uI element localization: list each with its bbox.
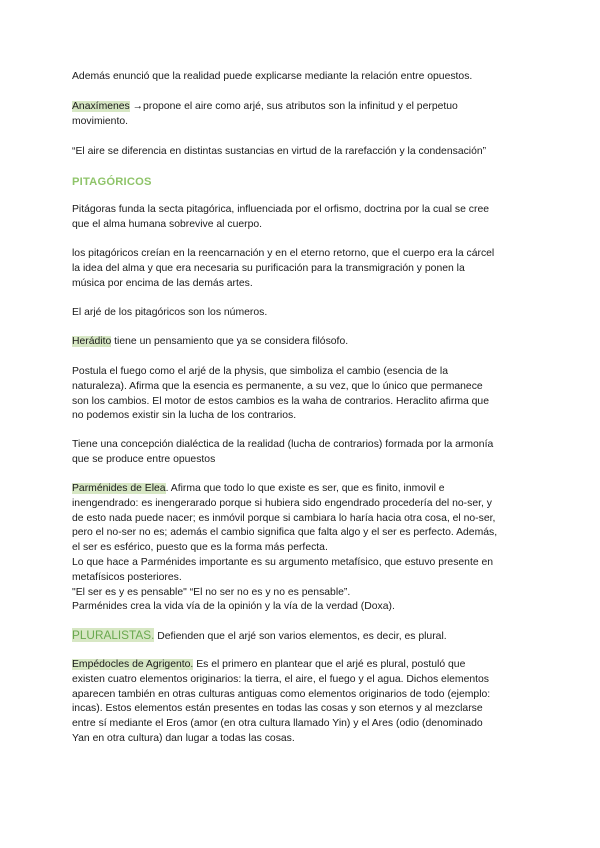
paragraph-line: Pitágoras funda la secta pitagórica, influenciada por el orfismo, doctrina por la cual se cree: [72, 204, 490, 215]
highlighted-name-parmenides: Parménides de Elea: [72, 483, 166, 494]
paragraph-line: música por encima de las demás artes.: [72, 277, 253, 289]
paragraph-line: metafísicos posteriores.: [72, 571, 182, 583]
paragraph-pitagoras: [72, 203, 532, 233]
highlighted-name-heraclito: Herádito: [72, 336, 112, 347]
paragraph-text: El arjé de los pitagóricos son los números.: [72, 307, 268, 318]
section-heading-pitagoricos: PITAGÓRICOS: [72, 176, 152, 188]
paragraph-line: la idea del alma y que era necesaria su purificación para la transmigración y ponen la: [72, 262, 465, 274]
paragraph-line: que se produce entre opuestos: [72, 453, 216, 465]
paragraph-line: son los cambios. El motor de estos cambios es la waha de contrarios. Heraclito afirma que: [72, 395, 489, 407]
quote-aire: [72, 145, 532, 160]
section-heading-pluralistas: PLURALISTAS.: [72, 628, 155, 642]
paragraph-text: Además enunció que la realidad puede explicarse mediante la relación entre opuestos.: [72, 71, 473, 82]
paragraph-line: los pitagóricos creían en la reencarnación y en el eterno retorno, que el cuerpo era la cárcel: [72, 248, 495, 259]
paragraph-line: Parménides crea la vida vía de la opinión y la vía de la verdad (Doxa).: [72, 601, 395, 613]
paragraph-line: naturaleza). Afirma que la esencia es permanente, a su vez, que lo único que permanece: [72, 380, 483, 392]
paragraph-pluralistas: [72, 628, 532, 645]
paragraph-line: Yan en otra cultura) dan lugar a todas las cosas.: [72, 732, 295, 744]
paragraph-text: movimiento.: [72, 115, 129, 127]
paragraph-heraclito: [72, 335, 532, 350]
paragraph-line: Tiene una concepción dialéctica de la realidad (lucha de contrarios) formada por la armonía: [72, 439, 494, 450]
paragraph-reencarnacion: [72, 247, 532, 291]
quote-text: “El aire se diferencia en distintas sustancias en virtud de la rarefacción y la condensación”: [72, 146, 487, 157]
paragraph-line: Postula el fuego como el arjé de la physis, que simboliza el cambio (esencia de la: [72, 366, 449, 377]
paragraph-text: tiene un pensamiento que ya se considera filósofo.: [111, 336, 349, 347]
paragraph-anaximenes: [72, 100, 532, 130]
paragraph-line: que el alma humana sobrevive al cuerpo.: [72, 218, 263, 230]
paragraph-line: aparecen también en otras culturas antiguas como elementos originarios de todo (ejemplo:: [72, 688, 491, 700]
highlighted-name-anaximenes: Anaxímenes: [72, 101, 130, 112]
paragraph-empedocles: [72, 658, 532, 747]
paragraph-numeros: [72, 306, 532, 321]
paragraph-line: "El ser es y es pensable" “El no ser no es y no es pensable”.: [72, 586, 351, 598]
paragraph-text: →propone el aire como arjé, sus atributos son la infinitud y el perpetuo: [129, 101, 458, 112]
paragraph-text: Es el primero en plantear que el arjé es plural, postuló que: [193, 659, 466, 670]
paragraph-line: no podemos existir sin la lucha de los contrarios.: [72, 410, 297, 422]
paragraph-line: incas). Estos elementos están presentes en todas las cosas y son eternos y al mezclarse: [72, 703, 483, 715]
paragraph-line: Lo que hace a Parménides importante es su argumento metafísico, que estuvo presente en: [72, 556, 494, 568]
highlighted-name-empedocles: Empédocles de Agrigento.: [72, 659, 194, 670]
paragraph-line: el ser es esférico, puesto que es la forma más perfecta.: [72, 542, 328, 554]
paragraph-line: inengendrado: es inengerarado porque si hubiera sido engendrado procedería del no-ser, y: [72, 497, 492, 509]
paragraph-parmenides: [72, 482, 532, 615]
paragraph-opuestos: [72, 70, 532, 85]
paragraph-line: de esto nada puede nacer; es inmóvil porque si cambiara lo haría hacia otra cosa, el no-ser,: [72, 512, 496, 524]
paragraph-text: . Afirma que todo lo que existe es ser, que es finito, inmovil e: [165, 483, 445, 494]
paragraph-text: Defienden que el arjé son varios elementos, es decir, es plural.: [154, 631, 447, 642]
paragraph-fuego: [72, 365, 532, 424]
paragraph-line: entre sí mediante el Eros (amor (en otra cultura llamado Yin) y el Ares (odio (denominado: [72, 718, 483, 730]
paragraph-line: existen cuatro elementos originarios: la tierra, el aire, el fuego y el agua. Dichos elementos: [72, 673, 490, 685]
paragraph-dialectica: [72, 438, 532, 468]
paragraph-line: pero el no-ser no es; además el cambio significa que falta algo y el ser es perfecto. Además,: [72, 527, 498, 539]
